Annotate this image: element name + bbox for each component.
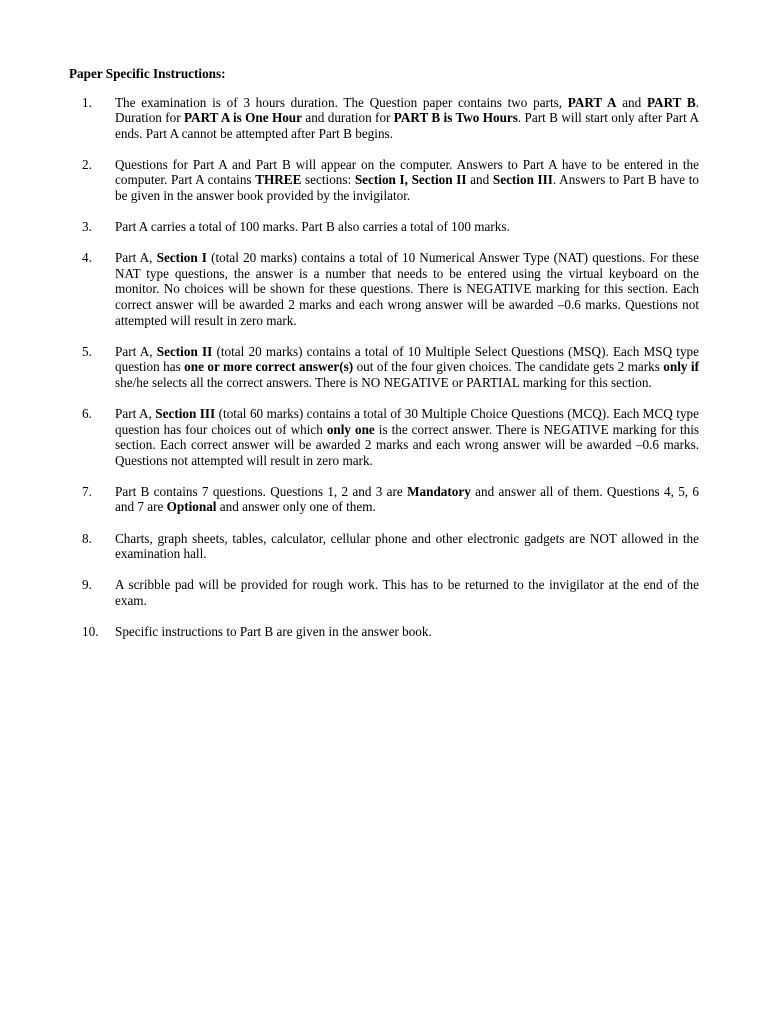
instruction-number	[69, 577, 115, 608]
instruction-text-segment: sections:	[301, 172, 355, 188]
instruction-number	[69, 406, 115, 468]
instruction-text-segment: Charts, graph sheets, tables, calculator, cellular phone and other electronic gadgets are NOT allowed in the examination hall.	[115, 530, 699, 562]
instruction-text-segment: . Part B will start only after Part A ends. Part A cannot be attempted after Part B begins.	[115, 110, 699, 141]
instruction-text	[115, 624, 699, 640]
instruction-text-bold: Section I, Section II	[354, 172, 467, 188]
instruction-number-label: 4.	[82, 250, 92, 266]
instruction-number-label: 8.	[82, 530, 92, 546]
instruction-number	[69, 95, 115, 142]
instruction-text	[115, 95, 699, 142]
instruction-number-label: 7.	[82, 483, 92, 499]
instruction-item	[69, 219, 699, 235]
instruction-text	[115, 531, 699, 562]
instruction-text-segment: Part B contains 7 questions. Questions 1, 2 and 3 are	[115, 483, 408, 499]
instruction-text-segment: The examination is of 3 hours duration. The Question paper contains two parts,	[115, 94, 568, 110]
instruction-number-label: 1.	[82, 94, 92, 110]
instruction-item	[69, 344, 699, 391]
instruction-number-label: 9.	[82, 577, 92, 593]
instruction-number-label: 5.	[82, 343, 92, 359]
instruction-text	[115, 344, 699, 391]
instruction-text-bold: Section II	[156, 343, 213, 359]
instruction-text-bold: Section III	[155, 406, 216, 421]
instruction-number	[69, 624, 115, 640]
page-heading: Paper Specific Instructions:	[69, 66, 226, 81]
instruction-list	[69, 95, 699, 640]
instruction-item	[69, 157, 699, 204]
instruction-text-bold: one or more correct answer(s)	[184, 359, 354, 375]
instruction-item	[69, 577, 699, 608]
instruction-text-segment: (total 20 marks) contains a total of 10 Numerical Answer Type (NAT) questions. For these NAT type questions, the answer is a number that needs to be entered using the virtual keyboard on the monitor. No choices will be shown for these questions. There is NEGATIVE marking for this section. Each correct answer will be awarded 2 marks and each wrong answer will be awarded –0.6 marks. Questions not attempted will result in zero mark.	[115, 250, 700, 328]
instruction-text-bold: Mandatory	[407, 483, 471, 499]
instruction-text-bold: Section I	[156, 250, 207, 266]
instruction-number	[69, 344, 115, 391]
instruction-text-segment: (total 60 marks) contains a total of 30 Multiple Choice Questions (MCQ). Each MCQ type question has four choices out of which	[115, 406, 699, 437]
instruction-text-segment: she/he selects all the correct answers. There is NO NEGATIVE or PARTIAL marking for this section.	[115, 374, 652, 390]
instruction-item	[69, 250, 699, 328]
instruction-number	[69, 157, 115, 204]
instruction-text-segment: and duration for	[301, 110, 394, 126]
instruction-text	[115, 219, 699, 235]
instruction-text-segment: and answer all of them. Questions 4, 5, 6 and 7 are	[115, 483, 699, 515]
instruction-text-bold: PART B is Two Hours	[393, 110, 518, 126]
instruction-text-segment: Questions for Part A and Part B will appear on the computer. Answers to Part A have to be entered in the computer. Part A contains	[115, 156, 699, 188]
instruction-text-segment: Specific instructions to Part B are given in the answer book.	[115, 623, 432, 639]
instruction-text-segment: Part A,	[115, 250, 157, 266]
instruction-text-bold: only one	[326, 421, 375, 437]
instruction-number	[69, 531, 115, 562]
instruction-text-segment: . Duration for	[115, 94, 699, 126]
instruction-item	[69, 95, 699, 142]
instruction-text-bold: PART A is One Hour	[183, 110, 302, 126]
instruction-text	[115, 157, 699, 204]
instruction-text-segment: out of the four given choices. The candidate gets 2 marks	[353, 359, 664, 375]
instruction-number-label: 2.	[82, 156, 92, 172]
instruction-number	[69, 484, 115, 515]
instruction-text	[115, 406, 699, 468]
instruction-text-segment: A scribble pad will be provided for rough work. This has to be returned to the invigilator at the end of the exam.	[115, 577, 699, 608]
instruction-text-segment: and	[466, 172, 493, 188]
instruction-text	[115, 250, 699, 328]
instruction-number	[69, 250, 115, 328]
instruction-text-bold: THREE	[255, 172, 302, 188]
instruction-number	[69, 219, 115, 235]
instruction-item	[69, 531, 699, 562]
instruction-item	[69, 406, 699, 468]
instruction-text-segment: Part A,	[115, 406, 156, 421]
instruction-text-bold: Optional	[166, 499, 217, 515]
instruction-text	[115, 484, 699, 515]
instruction-number-label: 3.	[82, 219, 92, 235]
instruction-item	[69, 624, 699, 640]
instruction-number-label: 6.	[82, 406, 92, 421]
instruction-number-label: 10.	[82, 623, 99, 639]
instruction-text-segment: (total 20 marks) contains a total of 10 Multiple Select Questions (MSQ). Each MSQ type question has	[115, 343, 699, 375]
instruction-text	[115, 577, 699, 608]
instruction-text-bold: Section III	[492, 172, 553, 188]
instruction-text-bold: PART B	[646, 94, 696, 110]
instruction-text-segment: and answer only one of them.	[216, 499, 376, 515]
instruction-text-segment: and	[616, 94, 647, 110]
instruction-text-segment: Part A carries a total of 100 marks. Part B also carries a total of 100 marks.	[115, 219, 510, 235]
instruction-text-bold: PART A	[567, 94, 617, 110]
instruction-text-segment: is the correct answer. There is NEGATIVE marking for this section. Each correct answer will be awarded 2 marks and each wrong answer will be awarded –0.6 marks. Questions not attempted will result in zero mark.	[115, 421, 700, 468]
instruction-text-bold: only if	[663, 359, 699, 375]
instruction-text-segment: Part A,	[115, 343, 157, 359]
instruction-text-segment: . Answers to Part B have to be given in the answer book provided by the invigilator.	[115, 172, 699, 204]
instruction-item	[69, 484, 699, 515]
